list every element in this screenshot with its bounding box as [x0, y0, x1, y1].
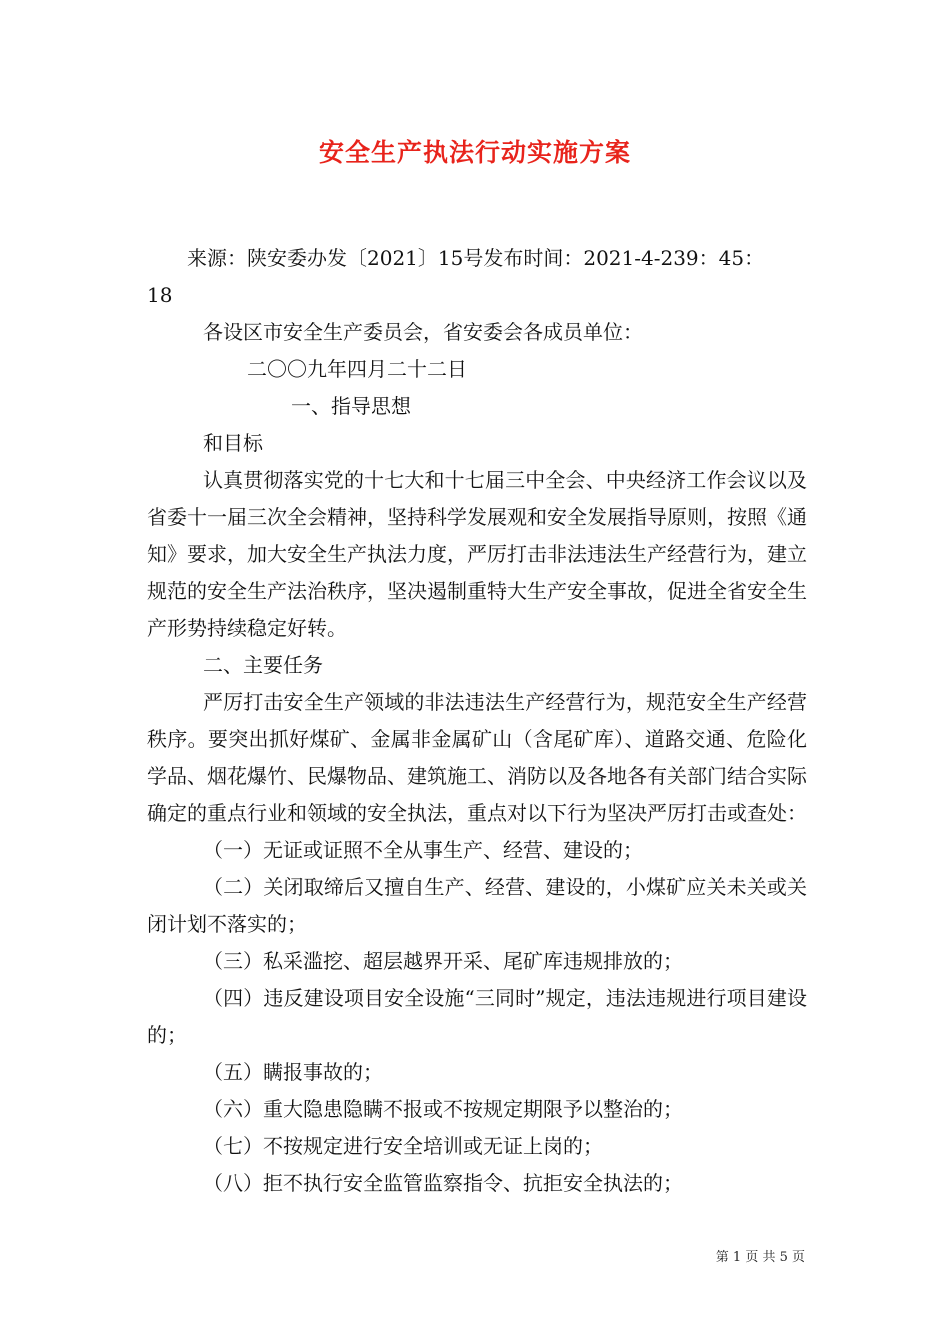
section-1-paragraph: 认真贯彻落实党的十七大和十七届三中全会、中央经济工作会议以及省委十一届三次全会精神，坚持科学发展观和安全发展指导原则，按照《通知》要求，加大安全生产执法力度，严厉打击非法违法生产经营行为，建立规范的安全生产法治秩序，坚决遏制重特大生产安全事故，促进全省安全生产形势持续稳定好转。	[147, 468, 807, 640]
section-2-paragraph: 严厉打击安全生产领域的非法违法生产经营行为，规范安全生产经营秩序。要突出抓好煤矿、金属非金属矿山（含尾矿库）、道路交通、危险化学品、烟花爆竹、民爆物品、建筑施工、消防以及各地各有关部门结合实际确定的重点行业和领域的安全执法，重点对以下行为坚决严厉打击或查处：	[147, 690, 807, 825]
document-body	[147, 240, 807, 1202]
list-item: （三）私采滥挖、超层越界开采、尾矿库违规排放的；	[203, 949, 683, 973]
list-item: （六）重大隐患隐瞒不报或不按规定期限予以整治的；	[203, 1097, 683, 1121]
list-item: （八）拒不执行安全监管监察指令、抗拒安全执法的；	[203, 1171, 683, 1195]
section-heading-1-continued: 和目标	[203, 431, 263, 455]
document-title: 安全生产执法行动实施方案	[318, 138, 631, 167]
list-item: （五）瞒报事故的；	[203, 1060, 383, 1084]
page-number: 第 1 页 共 5 页	[715, 1250, 805, 1265]
source-line-continued: 18	[147, 283, 173, 307]
section-heading-2: 二、主要任务	[203, 653, 323, 677]
list-item: （七）不按规定进行安全培训或无证上岗的；	[203, 1134, 603, 1158]
list-item: （二）关闭取缔后又擅自生产、经营、建设的，小煤矿应关未关或关闭计划不落实的；	[147, 875, 807, 936]
section-heading-1: 一、指导思想	[291, 394, 411, 418]
document-date: 二〇〇九年四月二十二日	[247, 357, 467, 381]
list-item: （一）无证或证照不全从事生产、经营、建设的；	[203, 838, 643, 862]
salutation: 各设区市安全生产委员会，省安委会各成员单位：	[203, 320, 643, 344]
list-item: （四）违反建设项目安全设施“三同时”规定，违法违规进行项目建设的；	[147, 986, 807, 1047]
source-line: 来源：陕安委办发〔2021〕15号发布时间：2021-4-239：45：	[187, 246, 765, 270]
